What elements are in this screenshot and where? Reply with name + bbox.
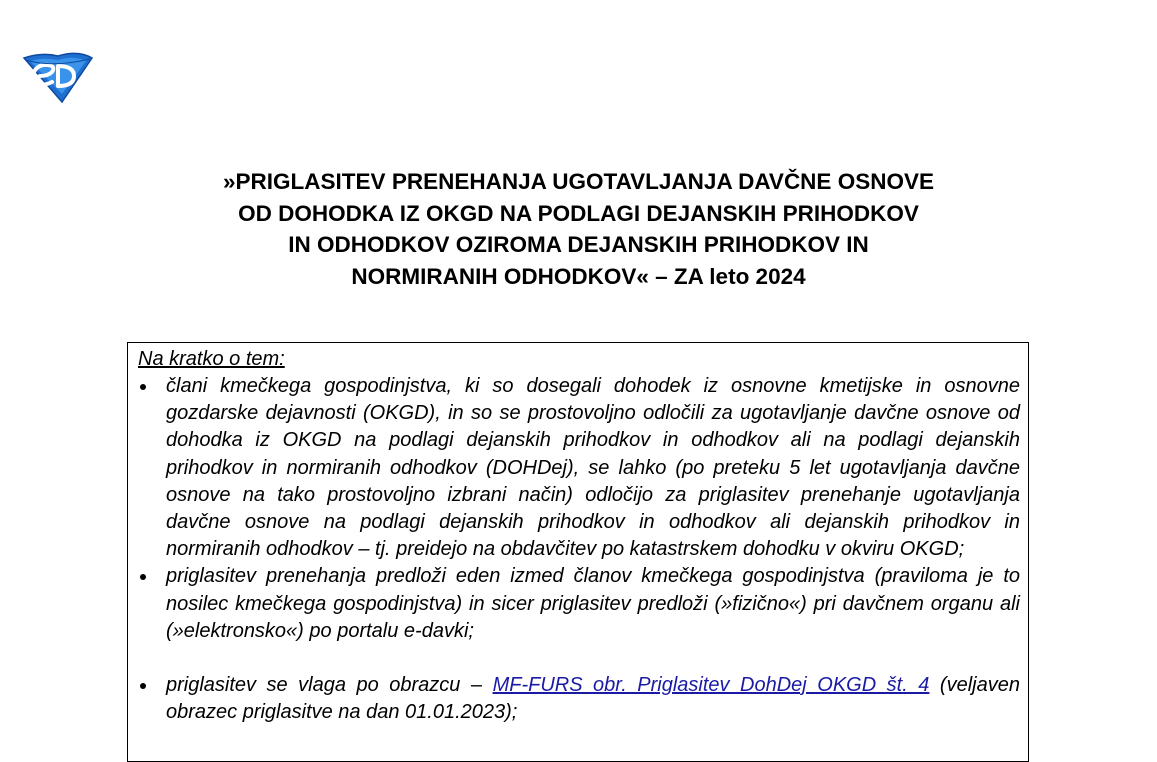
list-item bbox=[128, 563, 1028, 645]
title-line: IN ODHODKOV OZIROMA DEJANSKIH PRIHODKOV IN bbox=[288, 232, 869, 257]
item-suffix: (veljaven obrazec priglasitve na dan 01.01.2023); bbox=[166, 674, 1020, 724]
summary-heading: Na kratko o tem: bbox=[138, 348, 285, 370]
list-item bbox=[128, 672, 1028, 726]
title-line: »PRIGLASITEV PRENEHANJA UGOTAVLJANJA DAVČNE OSNOVE bbox=[223, 169, 934, 194]
bullet-icon bbox=[140, 384, 146, 390]
list-item-text: člani kmečkega gospodinjstva, ki so dosegali dohodek iz osnovne kmetijske in osnovne gozdarske dejavnosti (OKGD), in so se prostovoljno odločili za ugotavljanje davčne osnove od dohodka iz OKGD na podlagi dejanskih prihodkov in odhodkov ali na podlagi dejanskih prihodkov in normiranih odhodkov (DOHDej), se lahko (po preteku 5 let ugotavljanja davčne osnove na tako prostovoljno izbrani način) odločijo za priglasitev prenehanje ugotavljanja davčne osnove na podlagi dejanskih prihodkov in odhodkov ali dejanskih prihodkov in normiranih odhodkov – tj. preidejo na obdavčitev po katastrskem dohodku v okviru OKGD; bbox=[166, 375, 1020, 561]
form-link[interactable]: MF-FURS obr. Priglasitev DohDej OKGD št. 4 bbox=[492, 674, 930, 697]
document-title bbox=[120, 166, 1037, 292]
sd-shield-logo-icon bbox=[22, 50, 94, 104]
summary-list bbox=[128, 373, 1028, 726]
list-item-text: priglasitev prenehanja predloži eden izmed članov kmečkega gospodinjstva (praviloma je to nosilec kmečkega gospodinjstva) in sicer priglasitev predloži (»fizično«) pri davčnem organu ali (»elektronsko«) po portalu e-davki; bbox=[166, 565, 1020, 642]
bullet-icon bbox=[140, 683, 146, 689]
title-line: OD DOHODKA IZ OKGD NA PODLAGI DEJANSKIH PRIHODKOV bbox=[238, 200, 919, 226]
item-prefix: priglasitev se vlaga po obrazcu – bbox=[166, 674, 493, 697]
list-item-text bbox=[166, 672, 1020, 726]
list-item bbox=[128, 373, 1028, 563]
title-line: NORMIRANIH ODHODKOV« – ZA leto 2024 bbox=[351, 263, 806, 289]
bullet-icon bbox=[140, 574, 146, 580]
summary-box bbox=[127, 342, 1029, 762]
